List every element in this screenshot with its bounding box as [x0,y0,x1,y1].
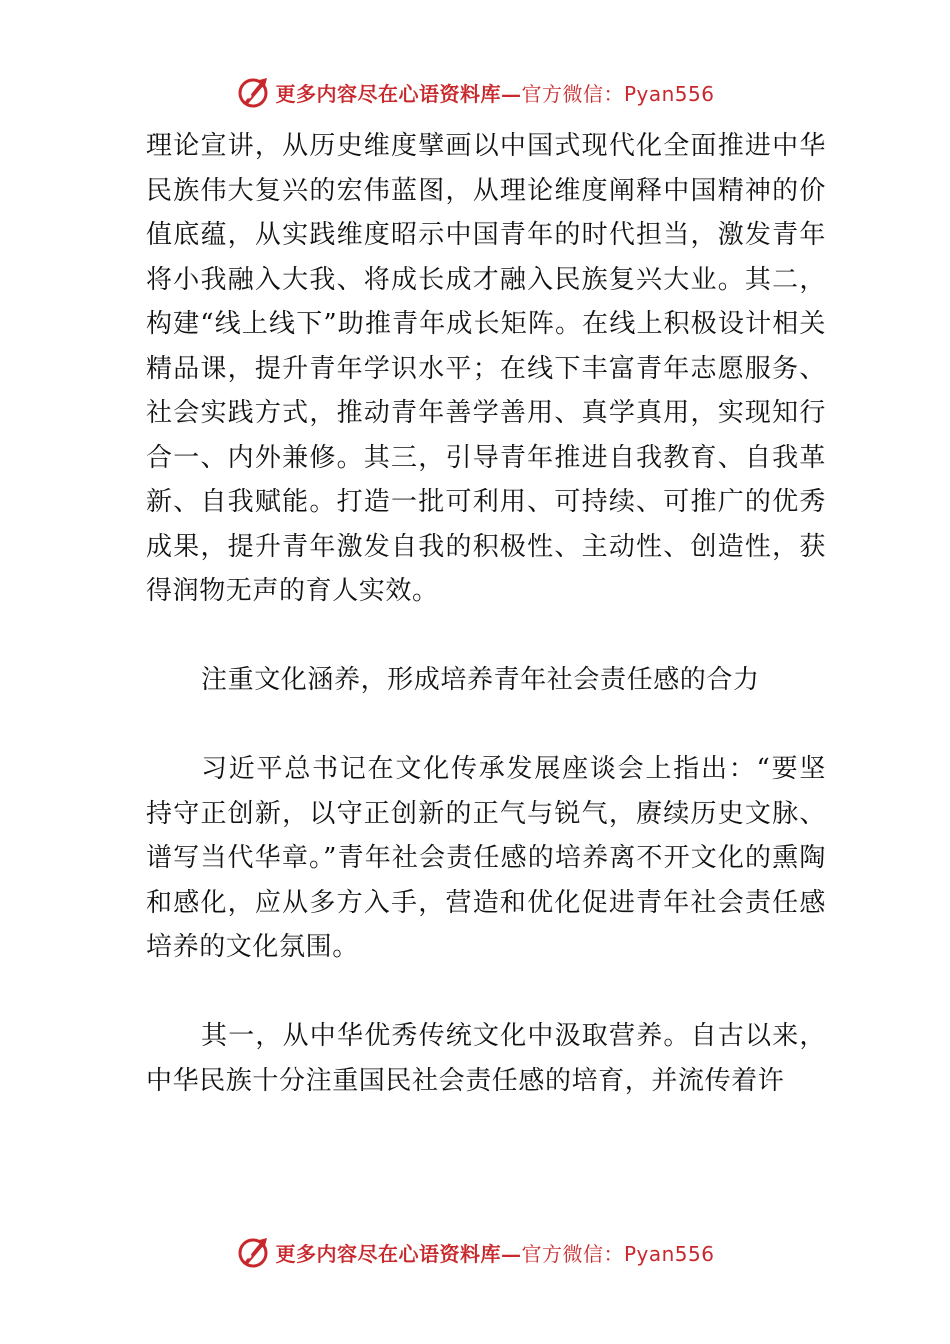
wechat-id: 官方微信：Pyan556 [521,81,715,106]
paragraph-continuation: 理论宣讲，从历史维度擘画以中国式现代化全面推进中华民族伟大复兴的宏伟蓝图，从理论维度阐释中国精神的价值底蕴，从实践维度昭示中国青年的时代担当，激发青年将小我融入大我、将成长成才融入民族复兴大业。其二，构建“线上线下”助推青年成长矩阵。在线上积极设计相关精品课，提升青年学识水平；在线下丰富青年志愿服务、社会实践方式，推动青年善学善用、真学真用，实现知行合一、内外兼修。其三，引导青年推进自我教育、自我革新、自我赋能。打造一批可利用、可持续、可推广的优秀成果，提升青年激发自我的积极性、主动性、创造性，获得润物无声的育人实效。 [146,131,826,606]
header-banner [0,72,950,112]
wechat-id: 官方微信：Pyan556 [521,1241,715,1266]
quill-logo-icon [235,1234,271,1270]
document-body [146,124,826,1103]
paragraph: 习近平总书记在文化传承发展座谈会上指出：“要坚持守正创新，以守正创新的正气与锐气，赓续历史文脉、谱写当代华章。”青年社会责任感的培养离不开文化的熏陶和感化，应从多方入手，营造和优化促进青年社会责任感培养的文化氛围。 [146,754,826,962]
paragraph: 其一，从中华优秀传统文化中汲取营养。自古以来，中华民族十分注重国民社会责任感的培育，并流传着许 [146,1021,826,1096]
banner-text: 更多内容尽在心语资料库—官方微信：Pyan556 [275,1241,715,1266]
quill-logo-icon [235,74,271,110]
section-heading: 注重文化涵养，形成培养青年社会责任感的合力 [201,665,760,695]
footer-banner [0,1232,950,1272]
banner-text: 更多内容尽在心语资料库—官方微信：Pyan556 [275,81,715,106]
